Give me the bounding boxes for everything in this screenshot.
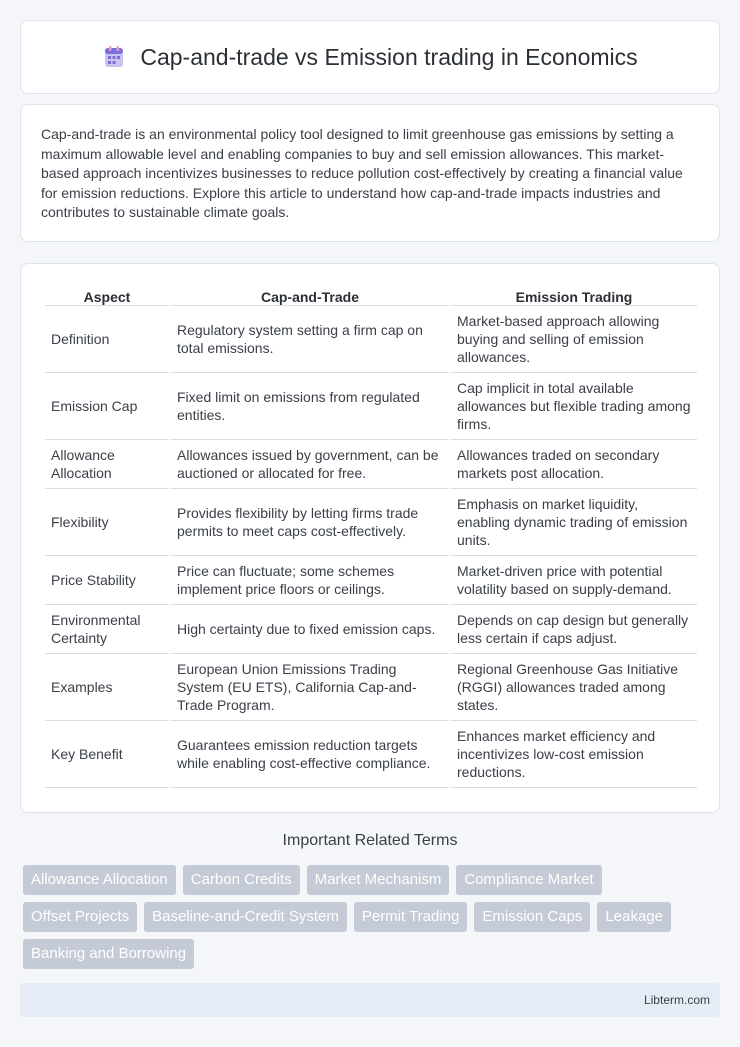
row-emission-trading: Allowances traded on secondary markets post allocation. xyxy=(451,440,697,489)
related-term-tag[interactable]: Emission Caps xyxy=(474,902,590,932)
table-row xyxy=(45,556,697,605)
related-term-tag[interactable]: Offset Projects xyxy=(23,902,137,932)
row-aspect: Emission Cap xyxy=(45,373,169,440)
intro-card xyxy=(20,104,720,242)
table-row xyxy=(45,654,697,721)
row-aspect: Allowance Allocation xyxy=(45,440,169,489)
table-row xyxy=(45,373,697,440)
row-aspect: Price Stability xyxy=(45,556,169,605)
row-aspect: Definition xyxy=(45,306,169,373)
table-row xyxy=(45,605,697,654)
row-emission-trading: Cap implicit in total available allowances but flexible trading among firms. xyxy=(451,373,697,440)
related-term-tag[interactable]: Permit Trading xyxy=(354,902,468,932)
row-emission-trading: Emphasis on market liquidity, enabling dynamic trading of emission units. xyxy=(451,489,697,556)
related-term-tag[interactable]: Baseline-and-Credit System xyxy=(144,902,347,932)
related-term-tag[interactable]: Banking and Borrowing xyxy=(23,939,194,969)
row-cap-and-trade: Regulatory system setting a firm cap on total emissions. xyxy=(171,306,449,373)
row-emission-trading: Market-based approach allowing buying and selling of emission allowances. xyxy=(451,306,697,373)
header-cap-and-trade: Cap-and-Trade xyxy=(171,286,449,306)
comparison-table-card xyxy=(20,263,720,813)
footer-brand-link[interactable]: Libterm.com xyxy=(643,993,710,1007)
title-card xyxy=(20,20,720,94)
related-term-tag[interactable]: Compliance Market xyxy=(456,865,601,895)
intro-text: Cap-and-trade is an environmental policy tool designed to limit greenhouse gas emissions by setting a maximum allowable level and enabling companies to buy and sell emission allowances. This market-based approach incentivizes businesses to reduce pollution cost-effectively by creating a financial value for emission reductions. Explore this article to understand how cap-and-trade impacts industries and contributes to sustainable climate goals. xyxy=(41,126,683,220)
row-cap-and-trade: High certainty due to fixed emission caps. xyxy=(171,605,449,654)
table-row xyxy=(45,489,697,556)
row-aspect: Environmental Certainty xyxy=(45,605,169,654)
row-cap-and-trade: Allowances issued by government, can be auctioned or allocated for free. xyxy=(171,440,449,489)
header-aspect: Aspect xyxy=(45,286,169,306)
row-cap-and-trade: Provides flexibility by letting firms trade permits to meet caps cost-effectively. xyxy=(171,489,449,556)
row-cap-and-trade: Price can fluctuate; some schemes implement price floors or ceilings. xyxy=(171,556,449,605)
header-emission-trading: Emission Trading xyxy=(451,286,697,306)
table-row xyxy=(45,440,697,489)
comparison-table xyxy=(43,286,699,788)
row-aspect: Examples xyxy=(45,654,169,721)
related-term-tag[interactable]: Allowance Allocation xyxy=(23,865,176,895)
table-row xyxy=(45,306,697,373)
row-emission-trading: Depends on cap design but generally less certain if caps adjust. xyxy=(451,605,697,654)
page-title: Cap-and-trade vs Emission trading in Economics xyxy=(140,43,638,70)
row-emission-trading: Enhances market efficiency and incentivizes low-cost emission reductions. xyxy=(451,721,697,788)
row-cap-and-trade: Fixed limit on emissions from regulated entities. xyxy=(171,373,449,440)
related-term-tag[interactable]: Market Mechanism xyxy=(307,865,450,895)
document-icon xyxy=(102,45,126,69)
related-term-tag[interactable]: Carbon Credits xyxy=(183,865,300,895)
row-cap-and-trade: Guarantees emission reduction targets while enabling cost-effective compliance. xyxy=(171,721,449,788)
table-row xyxy=(45,721,697,788)
related-terms-list xyxy=(23,865,713,969)
row-aspect: Key Benefit xyxy=(45,721,169,788)
related-term-tag[interactable]: Leakage xyxy=(597,902,671,932)
row-cap-and-trade: European Union Emissions Trading System (EU ETS), California Cap-and-Trade Program. xyxy=(171,654,449,721)
footer xyxy=(20,983,720,1017)
table-header-row xyxy=(45,286,697,306)
row-emission-trading: Market-driven price with potential volatility based on supply-demand. xyxy=(451,556,697,605)
row-emission-trading: Regional Greenhouse Gas Initiative (RGGI) allowances traded among states. xyxy=(451,654,697,721)
related-terms-heading: Important Related Terms xyxy=(282,832,458,849)
row-aspect: Flexibility xyxy=(45,489,169,556)
